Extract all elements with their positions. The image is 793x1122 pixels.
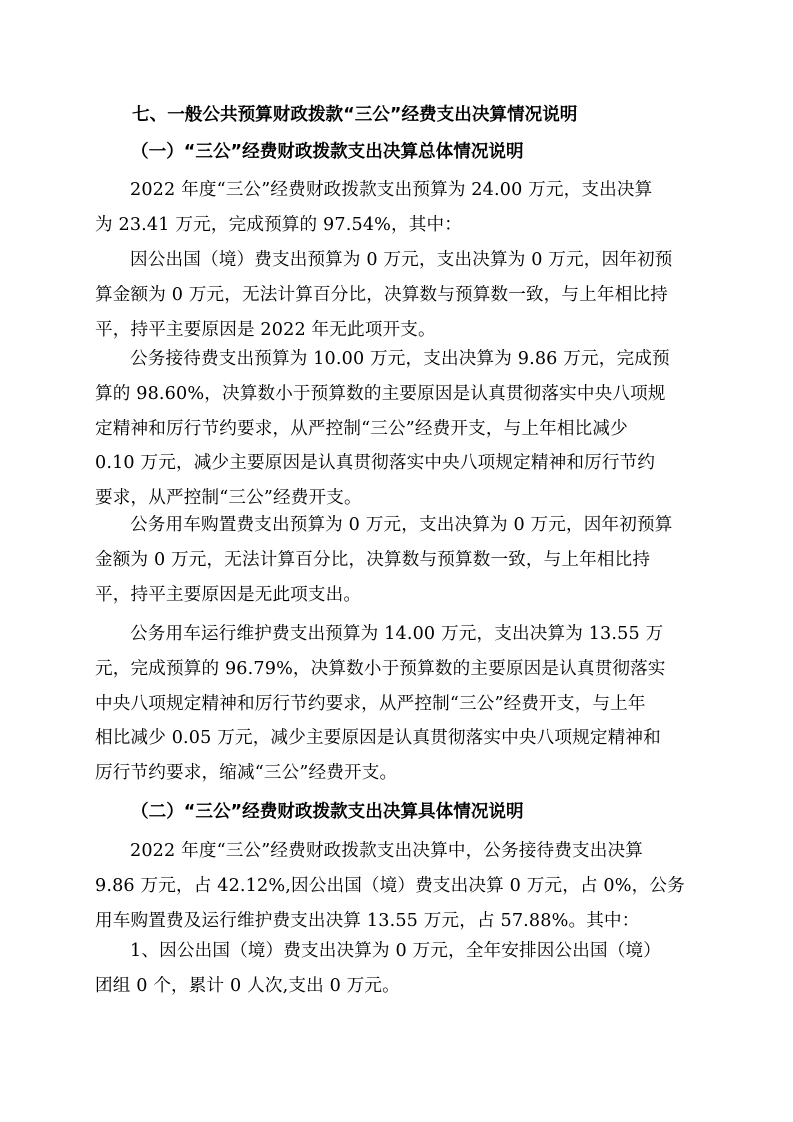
paragraph-line: 相比减少 0.05 万元，减少主要原因是认真贯彻落实中央八项规定精神和 <box>95 728 661 749</box>
paragraph-reception <box>95 342 715 516</box>
section-title: 七、一般公共预算财政拨款“三公”经费支出决算情况说明 <box>132 105 578 125</box>
paragraph-line: 9.86 万元，占 42.12%,因公出国（境）费支出决算 0 万元，占 0%，公务 <box>95 875 685 896</box>
paragraph-line: 算金额为 0 万元，无法计算百分比，决算数与预算数一致，与上年相比持 <box>95 284 668 305</box>
subsection-title-overall: （一）“三公”经费财政拨款支出决算总体情况说明 <box>131 142 524 162</box>
paragraph-overseas <box>95 243 715 347</box>
paragraph-line: 因公出国（境）费支出预算为 0 万元，支出决算为 0 万元，因年初预 <box>130 250 673 270</box>
paragraph-vehicle-purchase <box>95 508 715 612</box>
paragraph-line: 金额为 0 万元，无法计算百分比，决算数与预算数一致，与上年相比持 <box>95 549 651 570</box>
paragraph-line: 中央八项规定精神和厉行节约要求，从严控制“三公”经费开支，与上年 <box>95 693 646 714</box>
paragraph-line: 1、因公出国（境）费支出决算为 0 万元，全年安排因公出国（境） <box>130 941 662 961</box>
paragraph-vehicle-maintenance <box>95 617 715 791</box>
paragraph-line: 2022 年度“三公”经费财政拨款支出决算中，公务接待费支出决算 <box>130 841 644 861</box>
paragraph-line: 用车购置费及运行维护费支出决算 13.55 万元，占 57.88%。其中： <box>95 910 640 931</box>
paragraph-line: 定精神和厉行节约要求，从严控制“三公”经费开支，与上年相比减少 <box>95 418 628 439</box>
paragraph-line: 公务用车运行维护费支出预算为 14.00 万元，支出决算为 13.55 万 <box>130 624 664 644</box>
subsection-title-detail: （二）“三公”经费财政拨款支出决算具体情况说明 <box>131 802 524 822</box>
paragraph-line: 为 23.41 万元，完成预算的 97.54%，其中： <box>95 214 462 235</box>
paragraph-detail-overseas <box>95 934 715 1004</box>
paragraph-line: 公务接待费支出预算为 10.00 万元，支出决算为 9.86 万元，完成预 <box>130 349 670 369</box>
paragraph-line: 公务用车购置费支出预算为 0 万元，支出决算为 0 万元，因年初预算 <box>130 515 673 535</box>
paragraph-line: 2022 年度“三公”经费财政拨款支出预算为 24.00 万元，支出决算 <box>130 180 653 200</box>
paragraph-overview <box>95 173 715 243</box>
paragraph-line: 0.10 万元，减少主要原因是认真贯彻落实中央八项规定精神和厉行节约 <box>95 453 656 474</box>
paragraph-line: 元，完成预算的 96.79%，决算数小于预算数的主要原因是认真贯彻落实 <box>95 658 666 679</box>
paragraph-line: 平，持平主要原因是 2022 年无此项开支。 <box>95 319 436 340</box>
paragraph-line: 要求，从严控制“三公”经费开支。 <box>95 488 362 509</box>
paragraph-line: 团组 0 个，累计 0 人次,支出 0 万元。 <box>95 975 400 996</box>
paragraph-line: 厉行节约要求，缩减“三公”经费开支。 <box>95 763 398 784</box>
paragraph-detail <box>95 834 715 938</box>
paragraph-line: 算的 98.60%，决算数小于预算数的主要原因是认真贯彻落实中央八项规 <box>95 383 666 404</box>
paragraph-line: 平，持平主要原因是无此项支出。 <box>95 584 362 605</box>
